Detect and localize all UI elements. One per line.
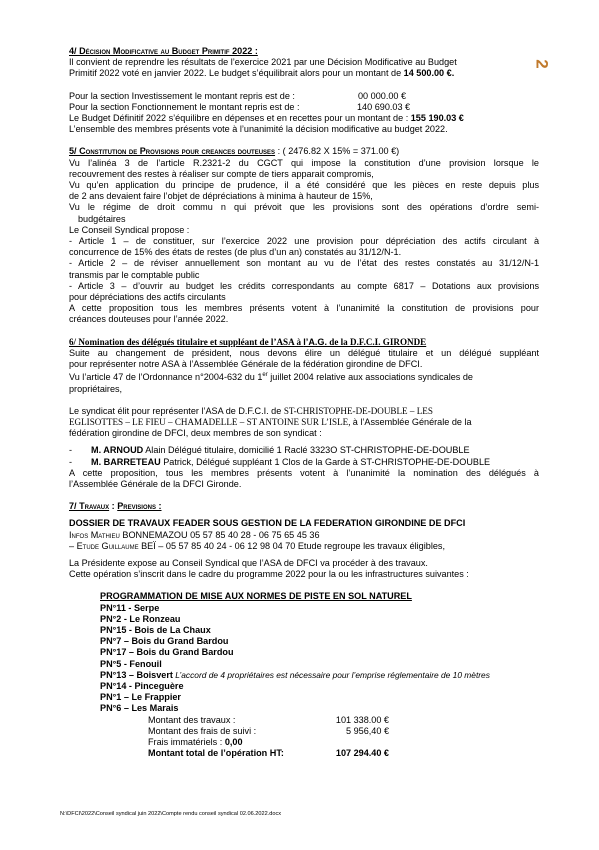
s4-investissement-row: Pour la section Investissement le montant repris est de : 00 000.00 € [69,90,407,101]
s4-vote: L’ensemble des membres présents vote à l’unanimité la décision modificative au budget 2022. [69,124,448,135]
piste-list [100,603,539,715]
piste-item: PN°5 - Fenouil [100,658,162,669]
piste-item: PN°17 – Bois du Grand Bardou [100,647,234,658]
section-5-heading: 5/ Constitution de Provisions pour creances douteuses : ( 2476.82 X 15% = 371.00 €) [69,146,400,157]
piste-item: PN°13 – Boisvert L’accord de 4 propriétaires est nécessaire pour l’emprise réglementaire de 10 mètres [100,669,490,680]
montants-block [100,715,539,760]
s6-line: Vu l’article 47 de l’Ordonnance n°2004-632 du 1er juillet 2004 relative aux associations syndicales de [69,372,473,383]
piste-item: PN°6 – Les Marais [100,703,179,714]
s6-line: A cette proposition, tous les membres présents votent à l’unanimité la nomination des délégués à [69,467,539,478]
s5-line: concurrence de 15% des états de restes (de plus d’un an) constatés au 31/12/N-1. [69,247,402,258]
s5-line: de 2 ans devaient faire l’objet de dépréciations à minima à hauteur de 15%, [69,191,373,202]
infos-contact: Infos Mathieu BONNEMAZOU 05 57 85 40 28 - 06 75 65 45 36 [69,529,320,540]
s5-line: créances douteuses pour l’année 2022. [69,314,229,325]
s4-para-line: Primitif 2022 voté en janvier 2022. Le budget s’équilibrait alors pour un montant de 14 500.00 €. [69,68,455,79]
piste-item: PN°15 - Bois de La Chaux [100,624,211,635]
frais-immateriels-row: Frais immatériels : 0,00 [148,737,243,747]
s5-line: recouvrement des restes à réaliser sur compte de tiers apparait compromis, [69,168,374,179]
s4-budget-definitif: Le Budget Définitif 2022 s’équilibre en dépenses et en recettes pour un montant de : 155 190.03 € [69,113,464,124]
s5-line: Vu le régime de droit commu n qui prévoit que les provisions sont des opérations d’ordre semi- [69,202,539,213]
s5-article-2: - Article 2 – de réviser annuellement son montant au vu de l’état des restes constatés au 31/12/N-1 [69,258,539,269]
footer-file-path: N:\DFCI\2022\Conseil syndical juin 2022\Compte rendu conseil syndical 02.06.2022.docx [60,811,282,817]
s6-line: l’Assemblée Générale de la DFCI Gironde. [69,478,242,489]
s4-para-line: Il convient de reprendre les résultats de l’exercice 2021 par une Décision Modificative au Budget [69,57,457,68]
s6-line: Suite au changement de président, nous devons élire un délégué titulaire et un délégué suppléant [69,347,539,358]
s6-line: propriétaires, [69,383,123,394]
programmation-block [69,591,539,759]
s5-line: transmis par le comptable public [69,269,200,280]
document-body [69,46,539,759]
section-4-heading: 4/ Décision Modificative au Budget Primitif 2022 : [69,46,258,56]
etude-contact: – Etude Guillaume BEÏ – 05 57 85 40 24 - 06 12 98 04 70 Etude regroupe les travaux éligibles, [69,540,445,551]
piste-item: PN°11 - Serpe [100,602,160,613]
page-number: 2 [532,59,552,69]
piste-item: PN°2 - Le Ronzeau [100,613,181,624]
s6-line: EGLISOTTES – LE FIEU – CHAMADELLE – ST ANTOINE SUR L’ISLE, à l’Assemblée Générale de la [69,416,472,427]
s6-line: Le syndicat élit pour représenter l’ASA de D.F.C.I. de ST-CHRISTOPHE-DE-DOUBLE – LES [69,405,433,416]
delegue-suppleant: - M. BARRETEAU Patrick, Délégué suppléant 1 Clos de la Garde à ST-CHRISTOPHE-DE-DOUBLE [69,456,491,467]
s5-line: Vu qu’en application du principe de prudence, il a été considéré que les pièces en reste depuis plus [69,180,539,191]
s5-line: Le Conseil Syndical propose : [69,224,190,235]
piste-item: PN°7 – Bois du Grand Bardou [100,636,229,647]
frais-suivi-row: Montant des frais de suivi : 5 956,40 € [148,725,389,736]
s5-line: pour dépréciations des actifs circulants [69,292,226,303]
montant-travaux-row: Montant des travaux : 101 338.00 € [148,714,389,725]
s6-line: fédération girondine de DFCI, deux membres de son syndicat : [69,428,322,439]
s7-line: Cette opération s’inscrit dans le cadre du programme 2022 pour la ou les infrastructures suivantes : [69,569,469,580]
piste-item: PN°14 - Pinceguère [100,680,184,691]
piste-item: PN°1 – Le Frappier [100,692,181,703]
delegue-titulaire: - M. ARNOUD Alain Délégué titulaire, domicilié 1 Raclé 3323O ST-CHRISTOPHE-DE-DOUBLE [69,445,470,456]
s5-article-3: - Article 3 – d’ouvrir au budget les crédits correspondants au compte 6817 – Dotations aux provisions [69,280,539,291]
s7-line: La Présidente expose au Conseil Syndical que l’ASA de DFCI va procéder à des travaux. [69,557,428,568]
programmation-title: PROGRAMMATION DE MISE AUX NORMES DE PISTE EN SOL NATUREL [100,591,412,602]
s5-vote: A cette proposition tous les membres présents votent à l’unanimité la constitution de provisions pour [69,303,539,314]
s4-budget-amount: 14 500.00 €. [403,68,455,79]
montant-total-row: Montant total de l’opération HT: 107 294.40 € [148,748,389,759]
section-6-heading: 6/ Nomination des délégués titulaire et suppléant de l’ASA à l’A.G. de la D.F.C.I. GIRONDE [69,336,427,347]
s5-line: budgétaires [78,213,126,224]
piste-note: L’accord de 4 propriétaires est nécessaire pour l’emprise réglementaire de 10 mètres [172,669,490,680]
dossier-travaux: DOSSIER DE TRAVAUX FEADER SOUS GESTION DE LA FEDERATION GIRONDINE DE DFCI [69,518,466,529]
section-7-heading: 7/ Travaux : Previsions : [69,501,162,512]
s6-line: pour représenter notre ASA à l’Assemblée Générale de la fédération girondine de DFCI. [69,359,423,370]
s5-line: Vu l’alinéa 3 de l’article R.2321-2 du CGCT qui impose la constitution d’une provision lorsque le [69,157,539,168]
s4-fonctionnement-row: Pour la section Fonctionnement le montant repris est de : 140 690.03 € [69,101,411,112]
s5-article-1: - Article 1 – de constituer, sur l’exercice 2022 une provision pour dépréciation des actifs circulant à [69,236,539,247]
